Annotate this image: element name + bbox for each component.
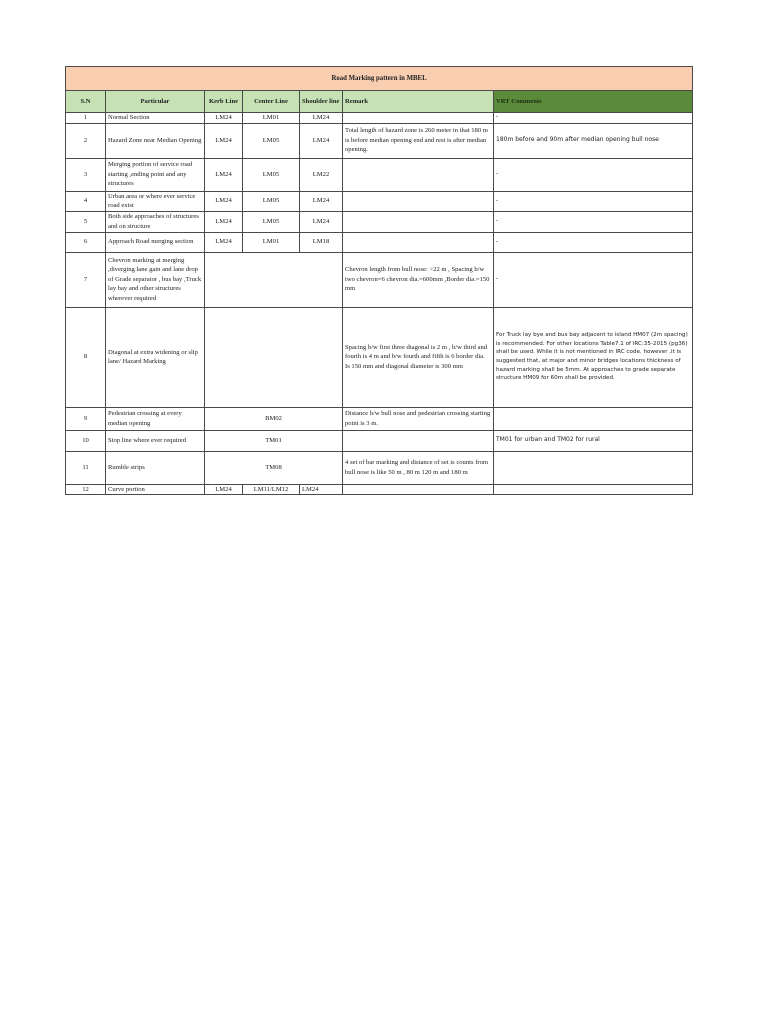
cell-remark [343,191,494,211]
cell-kerb-line: LM24 [205,191,243,211]
table-row [66,158,693,191]
table-row [66,252,693,307]
table-body [66,113,693,495]
table-row [66,484,693,495]
table-row [66,451,693,484]
cell-remark [343,232,494,252]
cell-kerb-line: LM24 [205,113,243,124]
cell-marking-merged: TM08 [205,451,343,484]
cell-vrt-comment: - [494,232,693,252]
cell-kerb-line: LM24 [205,158,243,191]
header-shoulder-line: Shoulder line [300,91,343,113]
cell-remark [343,113,494,124]
cell-marking-merged [205,252,343,307]
cell-marking-merged: TM01 [205,430,343,451]
cell-particular: Rumble strips [106,451,205,484]
table-row [66,113,693,124]
cell-shoulder-line: LM24 [300,123,343,158]
cell-sn: 2 [66,123,106,158]
cell-kerb-line: LM24 [205,123,243,158]
cell-sn: 12 [66,484,106,495]
cell-particular: Hazard Zone near Median Opening [106,123,205,158]
cell-marking-merged [205,307,343,407]
cell-vrt-comment [494,407,693,430]
cell-vrt-comment: - [494,252,693,307]
cell-vrt-comment: 180m before and 90m after median opening bull nose [494,123,693,158]
cell-remark [343,484,494,495]
cell-vrt-comment: TM01 for urban and TM02 for rural [494,430,693,451]
cell-particular: Merging portion of service road starting ,ending point and any structures [106,158,205,191]
cell-shoulder-line: LM22 [300,158,343,191]
road-marking-table [65,66,693,495]
cell-remark: 4 set of bar marking and distance of set is counts from bull nose is like 50 m , 80 m 120 m and 180 m [343,451,494,484]
cell-remark [343,211,494,232]
header-particular: Particular [106,91,205,113]
cell-center-line: LM05 [243,123,300,158]
cell-particular: Both side approaches of structures and on structure [106,211,205,232]
cell-particular: Stop line where ever required [106,430,205,451]
cell-vrt-comment: - [494,191,693,211]
table-row [66,430,693,451]
table-row [66,407,693,430]
cell-remark [343,430,494,451]
cell-sn: 5 [66,211,106,232]
cell-remark: Total length of hazard zone is 260 meter in that 180 m is before median opening end and rest is after median opening. [343,123,494,158]
cell-particular: Chevron marking at merging ,diverging lane gain and lane drop of Grade separator , bus bay ,Truck lay bay and other structures wherever required [106,252,205,307]
cell-sn: 7 [66,252,106,307]
table-row [66,232,693,252]
cell-remark [343,158,494,191]
cell-sn: 11 [66,451,106,484]
cell-kerb-line: LM24 [205,211,243,232]
cell-sn: 3 [66,158,106,191]
cell-vrt-comment [494,451,693,484]
cell-vrt-comment: - [494,211,693,232]
table-row [66,123,693,158]
table-row [66,307,693,407]
cell-remark: Distance b/w bull nose and pedestrian crossing starting point is 3 m. [343,407,494,430]
cell-shoulder-line: LM24 [300,113,343,124]
cell-kerb-line: LM24 [205,484,243,495]
cell-vrt-comment [494,484,693,495]
cell-sn: 4 [66,191,106,211]
cell-particular: Normal Section [106,113,205,124]
cell-marking-merged: BM02 [205,407,343,430]
cell-center-line: LM05 [243,211,300,232]
cell-center-line: LM11/LM12 [243,484,300,495]
table-row [66,211,693,232]
cell-shoulder-line: LM18 [300,232,343,252]
cell-sn: 10 [66,430,106,451]
header-vrt-comments: VRT Comments [494,91,693,113]
cell-center-line: LM01 [243,113,300,124]
cell-particular: Diagonal at extra widening or slip lane/ Hazard Marking [106,307,205,407]
cell-kerb-line: LM24 [205,232,243,252]
cell-center-line: LM05 [243,158,300,191]
cell-sn: 8 [66,307,106,407]
cell-sn: 1 [66,113,106,124]
cell-vrt-comment: For Truck lay bye and bus bay adjacent to island HM07 (2m spacing) is recommended. For other locations Table7.1 of IRC:35-2015 (pg36) shall be used. While it is not mentioned in IRC code. however ,it is suggested that, at major and minor bridges locations thickness of hazard marking shall be 5mm. At approaches to grade separate structure HM09 for 60m shall be provided. [494,307,693,407]
cell-particular: Pedestrian crossing at every median opening [106,407,205,430]
cell-vrt-comment: - [494,113,693,124]
cell-particular: Approach Road merging section [106,232,205,252]
cell-remark: Spacing b/w first three diagonal is 2 m , b/w third and fourth is 4 m and b/w fourth and fifth is 6 border dia. Is 150 mm and diagonal diameter is 300 mm [343,307,494,407]
header-remark: Remark [343,91,494,113]
cell-remark: Chevron length from bull nose: >22 m , Spacing b/w two chevron=6 chevron dia.=600mm ,Border dia.=150 mm [343,252,494,307]
cell-shoulder-line: LM24 [300,191,343,211]
header-center-line: Center Line [243,91,300,113]
cell-shoulder-line: LM24 [300,211,343,232]
cell-particular: Urban area or where ever service road exist [106,191,205,211]
cell-particular: Curve portion [106,484,205,495]
cell-center-line: LM01 [243,232,300,252]
cell-center-line: LM05 [243,191,300,211]
cell-sn: 9 [66,407,106,430]
header-kerb-line: Kerb Line [205,91,243,113]
header-sn: S.N [66,91,106,113]
cell-sn: 6 [66,232,106,252]
table-row [66,191,693,211]
cell-shoulder-line: LM24 [300,484,343,495]
table-title: Road Marking pattern in MBEL [66,67,693,91]
cell-vrt-comment: - [494,158,693,191]
